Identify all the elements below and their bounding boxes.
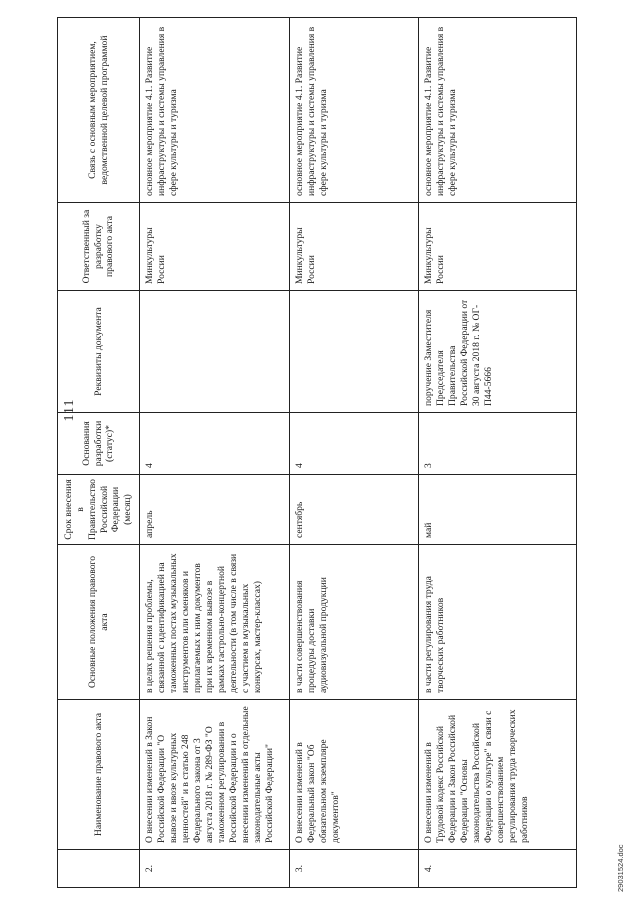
row-number: 3. <box>290 850 418 888</box>
act-relation: основное мероприятие 4.1. Развитие инфраструктуры и системы управления в сфере культуры и туризма <box>290 18 418 203</box>
document-id-footer: 29031524.doc <box>616 844 625 892</box>
rotated-table-container <box>57 18 577 888</box>
act-deadline: май <box>418 475 576 545</box>
row-number: 4. <box>418 850 576 888</box>
act-name: О внесении изменений в Федеральный закон "Об обязательном экземпляре документов" <box>290 700 418 850</box>
act-name: О внесении изменений в Трудовой кодекс Российской Федерации и Закон Российской Федерации "Основы законодательства Российской Федерации о культуре" в связи с совершенствованием регулирования труда творческих работников <box>418 700 576 850</box>
act-provisions: в части регулирования труда творческих работников <box>418 545 576 700</box>
table-row <box>290 18 418 888</box>
legal-acts-table <box>57 17 577 888</box>
row-number: 2. <box>140 850 290 888</box>
header-name: Наименование правового акта <box>58 700 140 850</box>
header-deadline: Срок внесения в Правительство Российской Федерации (месяц) <box>58 475 140 545</box>
header-relation: Связь с основным мероприятием, ведомственной целевой программой <box>58 18 140 203</box>
act-name: О внесении изменений в Закон Российской Федерации "О вывозе и ввозе культурных ценностей" и в статью 248 Федерального закона от 3 августа 2018 г. № 289-ФЗ "О таможенном регулировании в Российской Федерации и о внесении изменений в отдельные законодательные акты Российской Федерации" <box>140 700 290 850</box>
header-provisions: Основные положения правового акта <box>58 545 140 700</box>
table-header-row <box>58 18 140 888</box>
header-responsible: Ответственный за разработку правового акта <box>58 203 140 291</box>
act-requisites <box>140 291 290 413</box>
header-num <box>58 850 140 888</box>
act-requisites: поручение Заместителя Председателя Правительства Российской Федерации от 30 августа 2018 г. № ОГ-П44-5666 <box>418 291 576 413</box>
table-row <box>140 18 290 888</box>
act-responsible: Минкультуры России <box>290 203 418 291</box>
act-responsible: Минкультуры России <box>418 203 576 291</box>
act-basis: 4 <box>140 413 290 475</box>
header-basis: Основания разработки (статус)* <box>58 413 140 475</box>
act-deadline: апрель <box>140 475 290 545</box>
act-basis: 3 <box>418 413 576 475</box>
act-responsible: Минкультуры России <box>140 203 290 291</box>
act-basis: 4 <box>290 413 418 475</box>
header-requisites: Реквизиты документа <box>58 291 140 413</box>
act-relation: основное мероприятие 4.1. Развитие инфраструктуры и системы управления в сфере культуры и туризма <box>140 18 290 203</box>
act-requisites <box>290 291 418 413</box>
act-provisions: в целях решения проблемы, связанной с идентификацией на таможенных постах музыкальных инструментов или сменяков и прилагаемых к ним документов при их временном вывозе в рамках гастрольно-концертной деятельности (в том числе в связи с участием в музыкальных конкурсах, мастер-классах) <box>140 545 290 700</box>
act-provisions: в части совершенствования процедуры доставки аудиовизуальной продукции <box>290 545 418 700</box>
act-deadline: сентябрь <box>290 475 418 545</box>
table-row <box>418 18 576 888</box>
act-relation: основное мероприятие 4.1. Развитие инфраструктуры и системы управления в сфере культуры и туризма <box>418 18 576 203</box>
page-number: 111 <box>62 398 77 422</box>
